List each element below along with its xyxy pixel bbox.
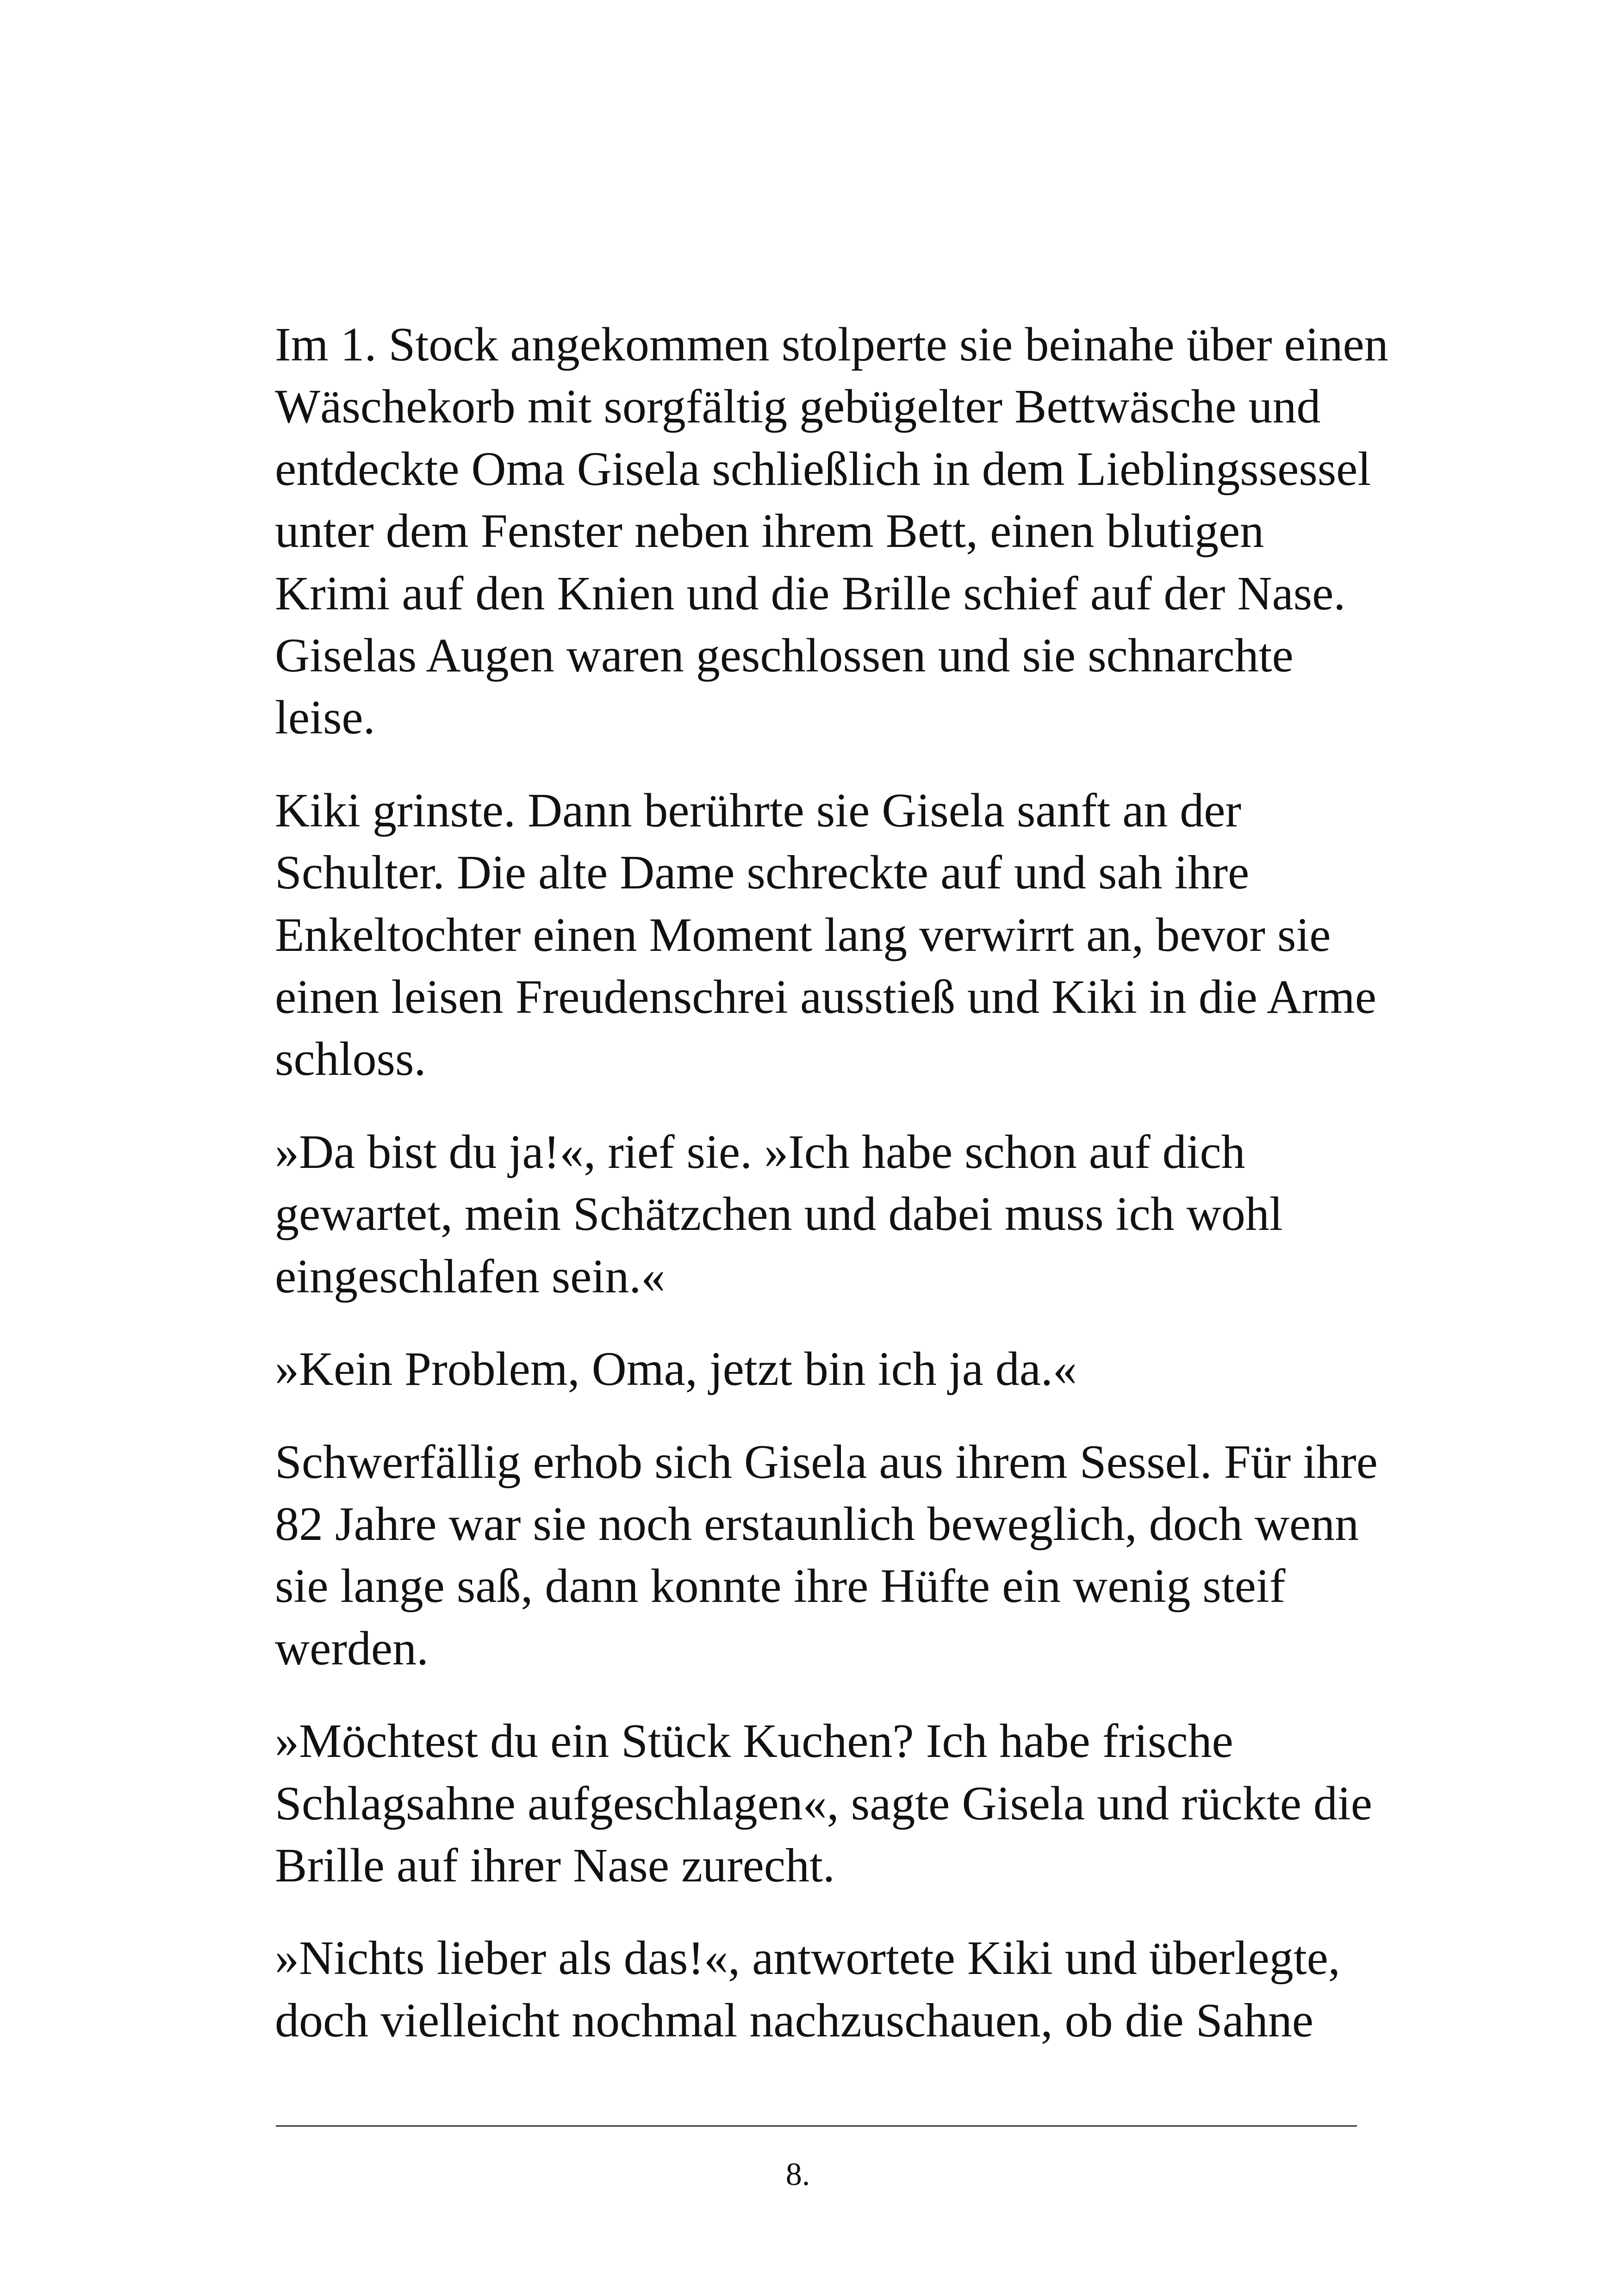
text-line: eingeschlafen sein.« (275, 1249, 666, 1303)
text-line: Wäschekorb mit sorgfältig gebügelter Bettwäsche und (275, 380, 1321, 434)
paragraph (275, 1927, 1376, 2052)
paragraph (275, 1431, 1376, 1680)
text-line: Brille auf ihrer Nase zurecht. (275, 1838, 835, 1892)
text-line: leise. (275, 691, 375, 745)
text-line: doch vielleicht nochmal nachzuschauen, ob die Sahne (275, 1993, 1313, 2047)
text-line: »Möchtest du ein Stück Kuchen? Ich habe frische (275, 1714, 1233, 1768)
text-line: Giselas Augen waren geschlossen und sie schnarchte (275, 629, 1294, 683)
text-line: Im 1. Stock angekommen stolperte sie beinahe über einen (275, 318, 1388, 371)
paragraph (275, 1338, 1376, 1400)
text-line: »Kein Problem, Oma, jetzt bin ich ja da.« (275, 1342, 1077, 1396)
paragraph (275, 780, 1376, 1091)
paragraph (275, 1121, 1376, 1308)
paragraph (275, 314, 1388, 749)
text-line: sie lange saß, dann konnte ihre Hüfte ein wenig steif (275, 1559, 1286, 1613)
footer-divider (276, 2125, 1357, 2127)
text-line: 82 Jahre war sie noch erstaunlich beweglich, doch wenn (275, 1497, 1359, 1551)
text-line: »Da bist du ja!«, rief sie. »Ich habe schon auf dich (275, 1125, 1245, 1179)
text-line: Krimi auf den Knien und die Brille schief auf der Nase. (275, 566, 1346, 620)
text-line: schloss. (275, 1032, 426, 1086)
text-line: entdeckte Oma Gisela schließlich in dem Lieblingssessel (275, 442, 1371, 496)
text-line: werden. (275, 1621, 429, 1675)
body-text (275, 314, 1388, 2082)
text-line: Schlagsahne aufgeschlagen«, sagte Gisela und rückte die (275, 1776, 1372, 1830)
text-line: gewartet, mein Schätzchen und dabei muss ich wohl (275, 1187, 1283, 1241)
text-line: Schwerfällig erhob sich Gisela aus ihrem Sessel. Für ihre (275, 1435, 1378, 1489)
text-line: »Nichts lieber als das!«, antwortete Kiki und überlegte, (275, 1931, 1340, 1985)
text-line: Schulter. Die alte Dame schreckte auf und sah ihre (275, 846, 1250, 900)
page-number (0, 2156, 1618, 2193)
text-line: Kiki grinste. Dann berührte sie Gisela sanft an der (275, 783, 1242, 837)
text-line: Enkeltochter einen Moment lang verwirrt an, bevor sie (275, 908, 1331, 962)
page-number-text: 8. (785, 2157, 810, 2192)
text-line: unter dem Fenster neben ihrem Bett, einen blutigen (275, 504, 1264, 558)
text-line: einen leisen Freudenschrei ausstieß und Kiki in die Arme (275, 970, 1376, 1024)
paragraph (275, 1710, 1376, 1897)
